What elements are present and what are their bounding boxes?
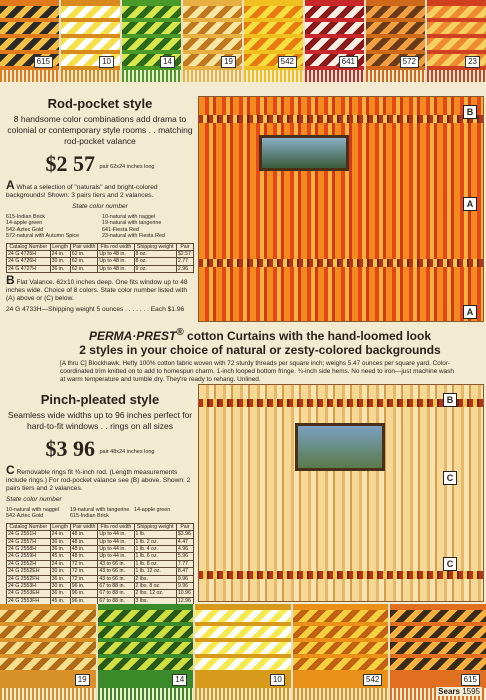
table-cell: 24 G 2552H — [7, 560, 51, 567]
bottom-swatch — [98, 604, 194, 700]
rod-color-list — [6, 214, 194, 240]
swatch-pattern-band — [390, 658, 486, 670]
table-cell: 30 in. — [50, 568, 70, 575]
table-cell: 9.96 — [176, 575, 193, 582]
swatch-fringe — [305, 70, 364, 82]
para-a-text: What a selection of "naturals" and bright-colored backgrounds! Shown: 3 pairs tiers and 2 valances. — [6, 184, 158, 199]
table-cell: Up to 48 in. — [98, 251, 134, 258]
swatch-color-number: 572 — [400, 56, 419, 68]
swatch-pattern-band — [98, 658, 194, 670]
table-cell: 43 to 66 in. — [98, 568, 134, 575]
pinch-color-list — [6, 507, 194, 520]
table-cell: 1 lb. 6 oz. — [134, 553, 176, 560]
table-header-cell: Shipping weight — [134, 523, 176, 530]
table-header-cell: Catalog Number — [7, 243, 51, 250]
table-cell: 24 G 2553FH — [7, 597, 51, 604]
swatch-pattern-band — [195, 642, 291, 654]
table-cell: 3 lbs. — [134, 597, 176, 604]
banner-head-1: cotton Curtains with the hand-loomed look — [183, 329, 432, 343]
swatch-pattern-band — [244, 22, 303, 34]
tier-stripe — [199, 259, 483, 267]
swatch-pattern-band — [195, 626, 291, 638]
color-option: 615-Indian Brick — [6, 214, 45, 220]
table-row — [7, 553, 194, 560]
trademark-mark: ® — [176, 327, 184, 338]
rod-pocket-title: Rod-pocket style — [47, 96, 153, 111]
pinch-pleated-description: Seamless wide widths up to 96 inches perfect for hard-to-fit windows . . rings on all sizes — [7, 410, 193, 431]
bottom-swatch — [390, 604, 486, 700]
rod-pocket-table — [6, 243, 194, 274]
bottom-swatch — [293, 604, 389, 700]
color-option: 19-natural with tangerine — [70, 507, 130, 513]
table-cell: 24 G 2559H — [7, 553, 51, 560]
swatch-color-number: 19 — [75, 674, 90, 686]
valance-stripe — [199, 115, 483, 123]
table-cell: 72 in. — [70, 560, 98, 567]
color-option: 572-natural with Autumn Spice — [6, 233, 80, 240]
table-cell: 24 in. — [50, 251, 70, 258]
table-cell: 1 lb. 12 oz. — [134, 568, 176, 575]
table-cell: 36 in. — [50, 265, 70, 272]
banner-head-2: 2 styles in your choice of natural or zesty-colored backgrounds — [79, 343, 441, 357]
table-cell: 5.96 — [176, 553, 193, 560]
swatch-pattern-band — [366, 22, 425, 34]
top-swatch — [305, 0, 364, 82]
table-header-cell: Shipping weight — [134, 243, 176, 250]
swatch-pattern-band — [183, 22, 242, 34]
table-cell: 24 G 2558H — [7, 546, 51, 553]
bottom-swatch — [195, 604, 291, 700]
swatch-pattern-band — [98, 642, 194, 654]
table-cell: 30 in. — [50, 583, 70, 590]
table-header-cell: Pair width — [70, 523, 98, 530]
color-option: 19-natural with tangerine — [102, 220, 162, 227]
table-cell: 24 in. — [50, 531, 70, 538]
swatch-fringe — [183, 70, 242, 82]
pinch-pleated-table — [6, 523, 194, 605]
swatch-pattern-band — [122, 38, 181, 50]
table-cell: 62 in. — [70, 258, 98, 265]
swatch-fringe — [61, 70, 120, 82]
rod-pocket-price-note: pair 62x24 inches long — [99, 163, 155, 170]
table-cell: 45 in. — [50, 597, 70, 604]
swatch-pattern-band — [390, 626, 486, 638]
table-cell: Up to 48 in. — [98, 258, 134, 265]
photo-label-a-lower: A — [463, 305, 477, 319]
table-cell: 43 to 66 in. — [98, 560, 134, 567]
pinch-state-color: State color number — [6, 496, 62, 503]
para-b-letter: B — [6, 273, 15, 288]
para-c-text: Removable rings fit ¾-inch rod. (Length measurements include rings.) For rod-pocket valance see (B) above. Shown: 2 pairs tiers and 2 valances. — [6, 469, 191, 492]
color-option: 615-Indian Brick — [70, 513, 109, 520]
color-option: 23-natural with Fiesta Red — [102, 233, 165, 240]
photo-label-c-upper: C — [443, 471, 457, 485]
swatch-fringe — [366, 70, 425, 82]
swatch-pattern-band — [305, 22, 364, 34]
table-row — [7, 538, 194, 545]
swatch-fringe — [0, 70, 59, 82]
pinch-price-amount: $3 96 — [45, 436, 95, 461]
table-cell: 24 G 4725H — [7, 251, 51, 258]
photo-label-c-lower: C — [443, 557, 457, 571]
pinch-pleated-section — [6, 392, 194, 626]
pinch-pleated-title: Pinch-pleated style — [40, 392, 160, 407]
top-swatch-row — [0, 0, 486, 82]
table-cell: 4.47 — [176, 538, 193, 545]
table-cell: 96 in. — [70, 590, 98, 597]
bottom-swatch — [0, 604, 96, 700]
color-option: 14-apple green — [134, 507, 171, 513]
table-cell: 2 lbs. 8 oz. — [134, 583, 176, 590]
swatch-pattern-band — [293, 658, 389, 670]
table-cell: 36 in. — [50, 546, 70, 553]
page-number: 1595 — [462, 687, 480, 696]
bottom-swatch-row — [0, 604, 486, 700]
swatch-pattern-band — [195, 610, 291, 622]
swatch-color-number: 542 — [278, 56, 297, 68]
table-row — [7, 251, 194, 258]
swatch-pattern-band — [0, 610, 96, 622]
swatch-pattern-band — [305, 6, 364, 18]
swatch-pattern-band — [244, 38, 303, 50]
table-cell: 2 lbs. — [134, 575, 176, 582]
swatch-pattern-band — [305, 38, 364, 50]
swatch-color-number: 641 — [339, 56, 358, 68]
table-header-cell: Pair — [176, 523, 193, 530]
table-cell: 48 in. — [70, 553, 98, 560]
table-cell: 48 in. — [70, 538, 98, 545]
pinch-pleated-price — [6, 436, 194, 462]
table-cell: 1 lb. 4 oz. — [134, 546, 176, 553]
swatch-color-number: 615 — [34, 56, 53, 68]
table-cell: Up to 48 in. — [98, 265, 134, 272]
swatch-color-number: 10 — [270, 674, 285, 686]
swatch-fringe — [195, 688, 291, 700]
swatch-color-number: 542 — [363, 674, 382, 686]
swatch-color-number: 14 — [160, 56, 175, 68]
table-cell: 4.96 — [176, 546, 193, 553]
table-cell: 2.96 — [176, 265, 193, 272]
swatch-pattern-band — [0, 38, 59, 50]
valance-order-line: 24 G 4733H—Shipping weight 5 ounces . . . . . . . Each $1.96 — [6, 306, 185, 314]
table-cell: 67 to 88 in. — [98, 583, 134, 590]
table-cell: 48 in. — [70, 546, 98, 553]
table-cell: $2.57 — [176, 251, 193, 258]
table-cell: 36 in. — [50, 590, 70, 597]
table-cell: 72 in. — [70, 575, 98, 582]
top-swatch — [61, 0, 120, 82]
swatch-pattern-band — [122, 22, 181, 34]
table-header-cell: Catalog Number — [7, 523, 51, 530]
table-cell: Up to 44 in. — [98, 553, 134, 560]
swatch-pattern-band — [0, 22, 59, 34]
rod-pocket-para-b — [6, 273, 194, 303]
swatch-pattern-band — [98, 610, 194, 622]
swatch-pattern-band — [98, 626, 194, 638]
swatch-pattern-band — [427, 22, 486, 34]
table-cell: 1 lb. 8 oz. — [134, 560, 176, 567]
table-cell: 24 G 2552FH — [7, 575, 51, 582]
swatch-fringe — [98, 688, 194, 700]
swatch-pattern-band — [293, 610, 389, 622]
swatch-color-number: 23 — [465, 56, 480, 68]
table-cell: 48 in. — [70, 531, 98, 538]
table-header-cell: Pair — [176, 243, 193, 250]
table-cell: 8.47 — [176, 568, 193, 575]
table-row — [7, 590, 194, 597]
table-cell: 30 in. — [50, 258, 70, 265]
table-cell: 45 in. — [50, 553, 70, 560]
color-option: 10-natural with naggel — [102, 214, 156, 220]
table-row — [7, 531, 194, 538]
rod-pocket-photo — [198, 96, 484, 322]
swatch-color-number: 14 — [172, 674, 187, 686]
swatch-pattern-band — [0, 6, 59, 18]
table-cell: 1 lb. 2 oz. — [134, 538, 176, 545]
color-option: 14-apple green — [6, 220, 43, 227]
swatch-pattern-band — [61, 38, 120, 50]
swatch-pattern-band — [61, 6, 120, 18]
table-cell: 1 lb. — [134, 531, 176, 538]
table-header-cell: Pair width — [70, 243, 98, 250]
swatch-color-number: 19 — [221, 56, 236, 68]
table-cell: 8 oz. — [134, 251, 176, 258]
window-view — [259, 135, 349, 171]
top-swatch — [244, 0, 303, 82]
banner-body: [A thru C] Blockhawk. Hefty 100% cotton fabric woven with 72 sturdy threads per square inch; weighs 5.47 ounces per square yard. Color-coordinated trim knitted on to add to homespun charm. 1-inch looped bottom fringe. ¾-inch side hems. No need to iron—just machine wash at warm temperature and tumble dry. They're ready to rehang. Unlined. — [60, 360, 454, 383]
swatch-pattern-band — [183, 38, 242, 50]
banner-brand: PERMA·PREST — [88, 329, 177, 343]
table-cell: 24 G 2553EH — [7, 590, 51, 597]
footer-brand: Sears — [438, 687, 460, 696]
table-cell: 67 to 88 in. — [98, 590, 134, 597]
rod-pocket-price-amount: $2 57 — [45, 151, 95, 176]
table-cell: Up to 44 in. — [98, 538, 134, 545]
table-cell: 36 in. — [50, 575, 70, 582]
swatch-pattern-band — [0, 658, 96, 670]
table-row — [7, 265, 194, 272]
table-cell: 2.77 — [176, 258, 193, 265]
swatch-pattern-band — [244, 6, 303, 18]
table-cell: 62 in. — [70, 251, 98, 258]
top-swatch — [122, 0, 181, 82]
table-cell: 24 G 2553H — [7, 583, 51, 590]
pinch-window-view — [295, 423, 385, 471]
swatch-color-number: 615 — [461, 674, 480, 686]
table-header-cell: Fits rod width — [98, 243, 134, 250]
swatch-pattern-band — [183, 6, 242, 18]
table-cell: 24 G 4727H — [7, 265, 51, 272]
perma-prest-banner — [60, 326, 460, 384]
swatch-pattern-band — [427, 6, 486, 18]
table-row — [7, 583, 194, 590]
color-option — [134, 513, 194, 519]
rod-pocket-description: 8 handsome color combinations add drama to colonial or contemporary style rooms . . matching rod-pocket valance — [7, 114, 193, 146]
swatch-pattern-band — [122, 6, 181, 18]
table-header-cell: Fits rod width — [98, 523, 134, 530]
table-cell: 2 lbs. 12 oz. — [134, 590, 176, 597]
photo-label-b: B — [463, 105, 477, 119]
top-swatch — [0, 0, 59, 82]
color-option: 542-Aztec Gold — [6, 513, 44, 520]
table-cell: 24 G 2551H — [7, 531, 51, 538]
swatch-fringe — [244, 70, 303, 82]
table-row — [7, 546, 194, 553]
banner-headline — [60, 326, 460, 343]
table-header-cell: Length — [50, 523, 70, 530]
photo-label-a-upper: A — [463, 197, 477, 211]
table-cell: 96 in. — [70, 583, 98, 590]
color-option: 10-natural with naggel — [6, 507, 60, 513]
photo-label-b-pinch: B — [443, 393, 457, 407]
table-cell: 10.96 — [176, 590, 193, 597]
table-cell: 12.96 — [176, 597, 193, 604]
swatch-fringe — [427, 70, 486, 82]
table-cell: 24 G 4726H — [7, 258, 51, 265]
swatch-pattern-band — [195, 658, 291, 670]
swatch-fringe — [0, 688, 96, 700]
pinch-price-note: pair 48x24 inches long — [99, 448, 155, 455]
table-cell: 9.96 — [176, 583, 193, 590]
table-row — [7, 560, 194, 567]
table-cell: 67 to 88 in. — [98, 597, 134, 604]
pinch-para-c — [6, 463, 194, 493]
table-cell: Up to 44 in. — [98, 531, 134, 538]
swatch-pattern-band — [366, 6, 425, 18]
para-a-letter: A — [6, 178, 15, 192]
pinch-pleated-photo — [198, 384, 484, 602]
table-cell: 24 G 2557H — [7, 538, 51, 545]
table-cell: 7.77 — [176, 560, 193, 567]
swatch-pattern-band — [427, 38, 486, 50]
para-c-letter: C — [6, 463, 15, 477]
swatch-pattern-band — [390, 642, 486, 654]
swatch-fringe — [293, 688, 389, 700]
table-cell: 30 in. — [50, 538, 70, 545]
para-b-text: Flat Valance. 62x10 inches deep. One fits window up to 48 inches wide. Choice of 8 colors. State color number listed with (A) above or (C) below. — [6, 279, 188, 303]
top-swatch — [366, 0, 425, 82]
table-cell: 24 G 2552EH — [7, 568, 51, 575]
table-row — [7, 258, 194, 265]
swatch-pattern-band — [61, 22, 120, 34]
swatch-pattern-band — [366, 38, 425, 50]
table-row — [7, 575, 194, 582]
table-cell: 8 oz. — [134, 258, 176, 265]
swatch-color-number: 10 — [99, 56, 114, 68]
swatch-pattern-band — [390, 610, 486, 622]
table-cell: $3.96 — [176, 531, 193, 538]
top-swatch — [427, 0, 486, 82]
table-cell: 9 oz. — [134, 265, 176, 272]
table-row — [7, 568, 194, 575]
table-cell: 72 in. — [70, 568, 98, 575]
table-cell: 24 in. — [50, 560, 70, 567]
table-cell: 62 in. — [70, 265, 98, 272]
top-swatch — [183, 0, 242, 82]
swatch-pattern-band — [293, 642, 389, 654]
rod-pocket-section — [6, 96, 194, 317]
swatch-fringe — [122, 70, 181, 82]
page-footer — [436, 687, 482, 696]
color-option: 542-Aztec Gold — [6, 226, 44, 233]
table-cell: Up to 44 in. — [98, 546, 134, 553]
rod-state-color: State color number — [72, 203, 128, 210]
table-cell: 43 to 66 in. — [98, 575, 134, 582]
color-option: 641-Fiesta Red — [102, 226, 139, 233]
swatch-pattern-band — [0, 626, 96, 638]
pinch-valance-stripe — [199, 399, 483, 407]
swatch-pattern-band — [0, 642, 96, 654]
table-header-cell: Length — [50, 243, 70, 250]
rod-pocket-price — [6, 151, 194, 177]
swatch-pattern-band — [293, 626, 389, 638]
table-cell: 96 in. — [70, 597, 98, 604]
rod-pocket-para-a — [6, 178, 194, 200]
pinch-tier-stripe — [199, 571, 483, 579]
